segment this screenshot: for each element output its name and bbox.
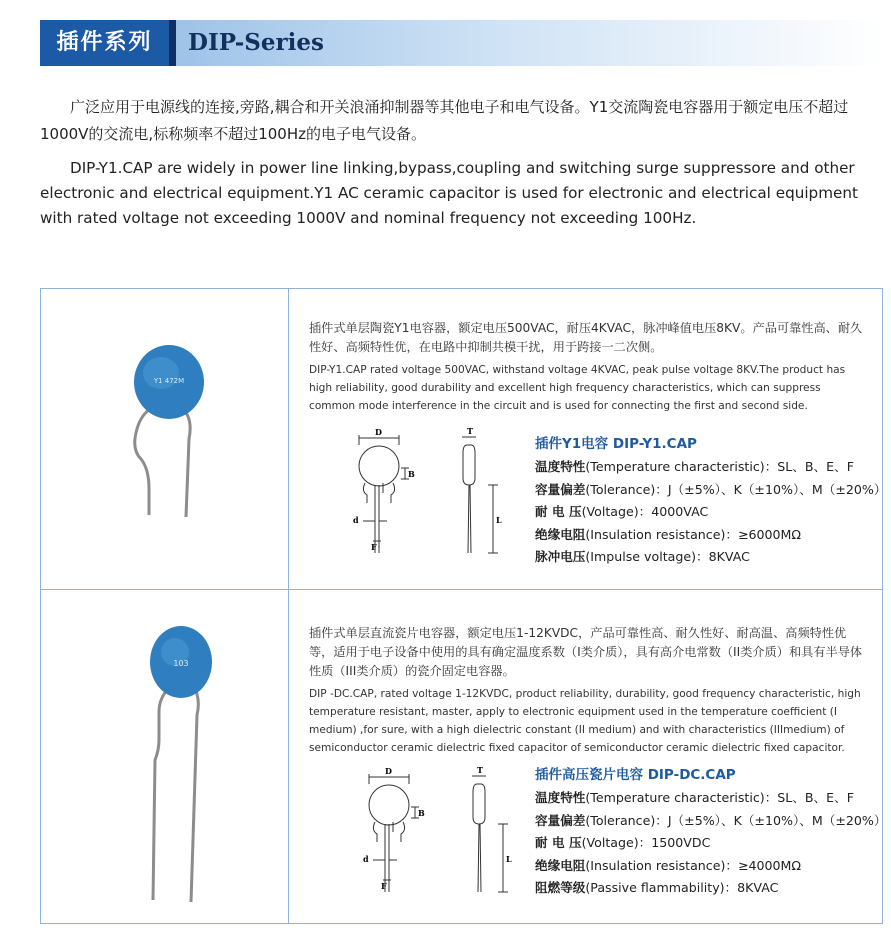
product-photo-dc [41, 590, 288, 923]
desc-en: DIP-Y1.CAP rated voltage 500VAC, withstand voltage 4KVAC, peak pulse voltage 8KV.The product has high reliability, good durability and excellent high frequency characteristics, which can suppress common mode interference in the circuit and is used for connecting the first and second side. [309, 364, 846, 412]
dim-label-d-lead: d [353, 515, 359, 525]
card-divider [288, 590, 289, 923]
header-divider [169, 20, 176, 66]
product-card-dc [40, 590, 887, 924]
product-title: 插件Y1电容 DIP-Y1.CAP [535, 436, 697, 452]
dim-label-t: T [467, 426, 473, 436]
dimension-drawing-y1 [331, 423, 521, 563]
spec-row: 脉冲电压(Impulse voltage)：8KVAC [535, 549, 750, 565]
intro-cn [40, 94, 860, 148]
intro-en-text: DIP-Y1.CAP are widely in power line linking,bypass,coupling and switching surge suppressore and other electronic and electrical equipment.Y1 AC ceramic capacitor is used for electronic and electrical equipment with rated voltage not exceeding 1000V and nominal frequency not exceeding 100Hz. [40, 159, 858, 227]
spec-row: 温度特性(Temperature characteristic)：SL、B、E、F [535, 459, 854, 474]
spec-row: 绝缘电阻(Insulation resistance)：≥6000MΩ [535, 526, 802, 542]
dim-label-t: T [477, 765, 483, 775]
header-title-cn: 插件系列 [40, 20, 169, 66]
product-desc-dc [309, 624, 869, 757]
dim-label-d-lead: d [363, 854, 369, 864]
spec-row: 容量偏差(Tolerance)：J（±5%）、K（±10%）、M（±20%） [535, 812, 887, 828]
dim-label-d-top: D [375, 427, 382, 437]
capacitor-marking: Y1 472M [153, 377, 185, 385]
card-divider [288, 289, 289, 589]
dim-label-d-top: D [385, 766, 392, 776]
section-header [40, 20, 883, 66]
dim-label-l: L [496, 515, 502, 525]
header-title-en: DIP-Series [176, 20, 883, 66]
product-desc-y1 [309, 319, 869, 415]
dim-label-b: B [408, 469, 415, 479]
dim-label-f: F [371, 542, 377, 552]
spec-row: 阻燃等级(Passive flammability)：8KVAC [535, 880, 779, 896]
product-card-y1 [40, 288, 887, 590]
product-photo-y1 [41, 289, 288, 589]
spec-row: 温度特性(Temperature characteristic)：SL、B、E、F [535, 790, 854, 805]
dim-label-l: L [506, 854, 512, 864]
product-title: 插件高压瓷片电容 DIP-DC.CAP [535, 767, 736, 783]
spec-row: 耐 电 压(Voltage)：1500VDC [535, 835, 711, 851]
desc-cn: 插件式单层直流瓷片电容器，额定电压1-12KVDC，产品可靠性高、耐久性好、耐高温、高频特性优等，适用于电子设备中使用的具有确定温度系数（I类介质），具有高介电常数（II类介质）和具有半导体性质（III类介质）的瓷介固定电容器。 [309, 626, 863, 678]
capacitor-marking: 103 [173, 659, 189, 668]
spec-list-dc [535, 764, 887, 900]
spec-list-y1 [535, 433, 887, 569]
spec-row: 容量偏差(Tolerance)：J（±5%）、K（±10%）、M（±20%） [535, 481, 887, 497]
dim-label-f: F [381, 881, 387, 891]
intro-cn-text: 广泛应用于电源线的连接,旁路,耦合和开关浪涌抑制器等其他电子和电气设备。Y1交流陶瓷电容器用于额定电压不超过1000V的交流电,标称频率不超过100Hz的电子电气设备。 [40, 98, 849, 143]
dimension-drawing-dc [341, 762, 531, 902]
spec-row: 耐 电 压(Voltage)：4000VAC [535, 504, 709, 520]
desc-en: DIP -DC.CAP, rated voltage 1-12KVDC, product reliability, durability, good frequency characteristic, high temperature resistant, master, apply to electronic equipment used in the temperature coefficient (I medium) ,for sure, with a high dielectric constant (II medium) and with characteristics (IIImedium) of semiconductor ceramic dielectric fixed capacitor of semiconductor ceramic dielectric fixed capacitor. [309, 688, 861, 754]
dim-label-b: B [418, 808, 425, 818]
desc-cn: 插件式单层陶瓷Y1电容器，额定电压500VAC，耐压4KVAC，脉冲峰值电压8KV。产品可靠性高、耐久性好、高频特性优，在电路中抑制共模干扰，用于跨接一二次侧。 [309, 321, 863, 354]
spec-row: 绝缘电阻(Insulation resistance)：≥4000MΩ [535, 857, 802, 873]
intro-en [40, 156, 882, 231]
